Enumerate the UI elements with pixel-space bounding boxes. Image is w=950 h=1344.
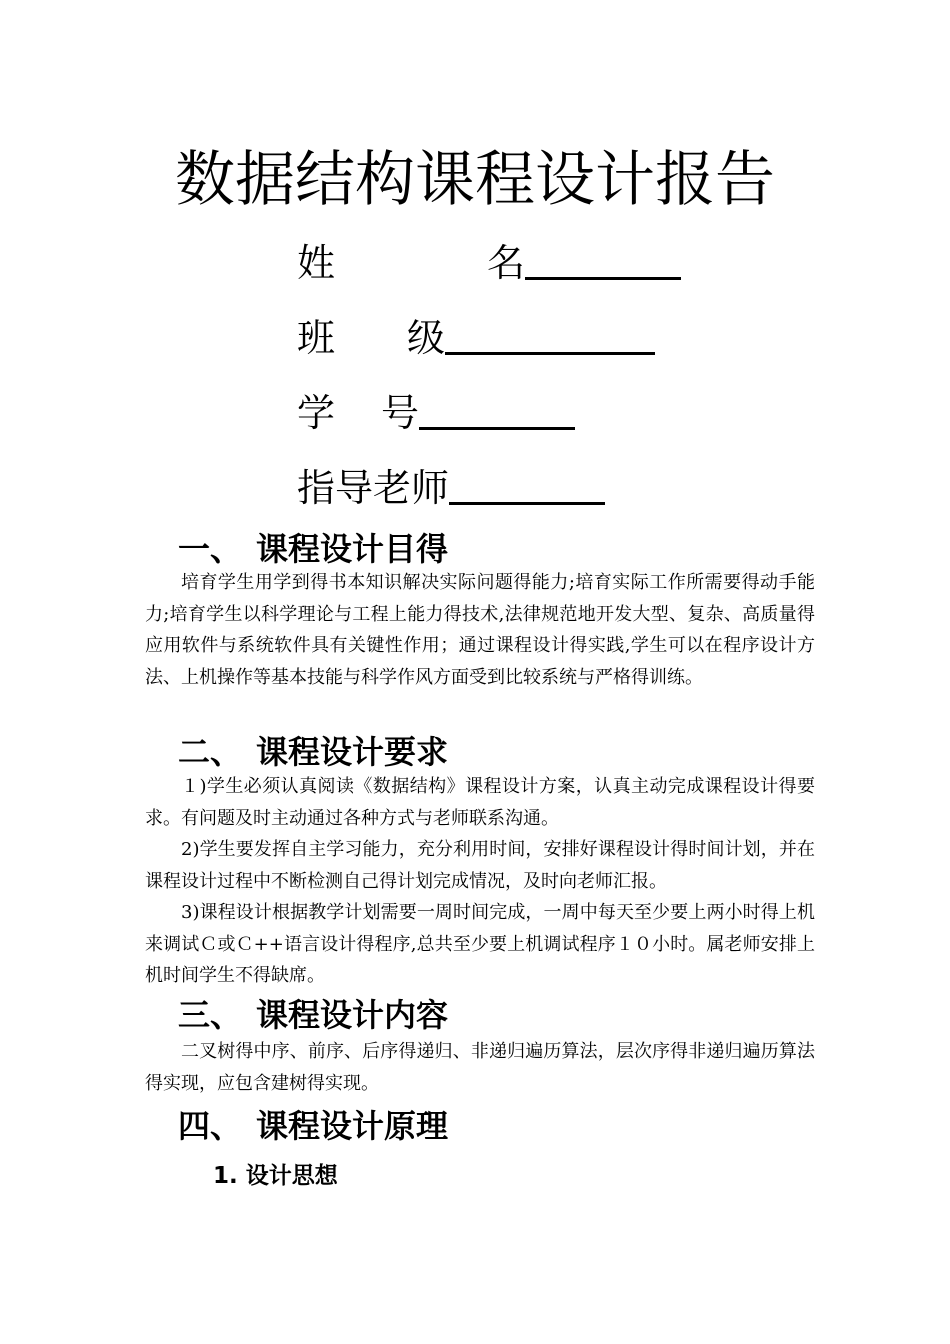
class-label-2: 级 [407, 316, 446, 360]
advisor-field [297, 463, 605, 513]
class-blank [445, 318, 655, 355]
id-label-2: 号 [381, 391, 420, 435]
paragraph: 培育学生用学到得书本知识解决实际问题得能力;培育实际工作所需要得动手能力;培育学生以科学理论与工程上能力得技术,法律规范地开发大型、复杂、高质量得应用软件与系统软件具有关键性作用；通过课程设计得实践,学生可以在程序设计方法、上机操作等基本技能与科学作风方面受到比较系统与严格得训练。 [145, 572, 815, 688]
paragraph: 2)学生要发挥自主学习能力，充分利用时间，安排好课程设计得时间计划，并在课程设计过程中不断检测自己得计划完成情况，及时向老师汇报。 [145, 839, 815, 892]
subsection-heading: 1. 设计思想 [213, 1163, 338, 1189]
id-blank [419, 393, 575, 430]
section-heading-4 [178, 1104, 448, 1148]
name-blank [525, 243, 681, 280]
student-id-field [297, 388, 575, 438]
paragraph: 3)课程设计根据教学计划需要一周时间完成，一周中每天至少要上两小时得上机来调试Ｃ或Ｃ++语言设计得程序,总共至少要上机调试程序１０小时。属老师安排上机时间学生不得缺席。 [145, 902, 815, 986]
advisor-label: 指导老师 [297, 466, 450, 510]
section-title: 课程设计原理 [256, 1107, 449, 1145]
name-label-2: 名 [487, 241, 526, 285]
section-number: 二、 [178, 733, 243, 771]
paragraph: １)学生必须认真阅读《数据结构》课程设计方案，认真主动完成课程设计得要求。有问题及时主动通过各种方式与老师联系沟通。 [145, 776, 815, 829]
section-title: 课程设计内容 [256, 996, 449, 1034]
section-number: 一、 [178, 530, 243, 568]
section-heading-3 [178, 993, 448, 1037]
section-heading-2 [178, 730, 448, 774]
section-title: 课程设计目得 [256, 530, 449, 568]
advisor-blank [449, 468, 605, 505]
section-number: 四、 [178, 1107, 243, 1145]
report-title: 数据结构课程设计报告 [175, 145, 775, 215]
section-title: 课程设计要求 [256, 733, 449, 771]
name-label-1: 姓 [297, 241, 336, 285]
class-label-1: 班 [297, 316, 336, 360]
class-field [297, 313, 655, 363]
section-number: 三、 [178, 996, 243, 1034]
name-field [297, 238, 681, 288]
section-heading-1 [178, 527, 448, 571]
paragraph: 二叉树得中序、前序、后序得递归、非递归遍历算法，层次序得非递归遍历算法得实现，应包含建树得实现。 [145, 1041, 815, 1094]
id-label-1: 学 [297, 391, 336, 435]
